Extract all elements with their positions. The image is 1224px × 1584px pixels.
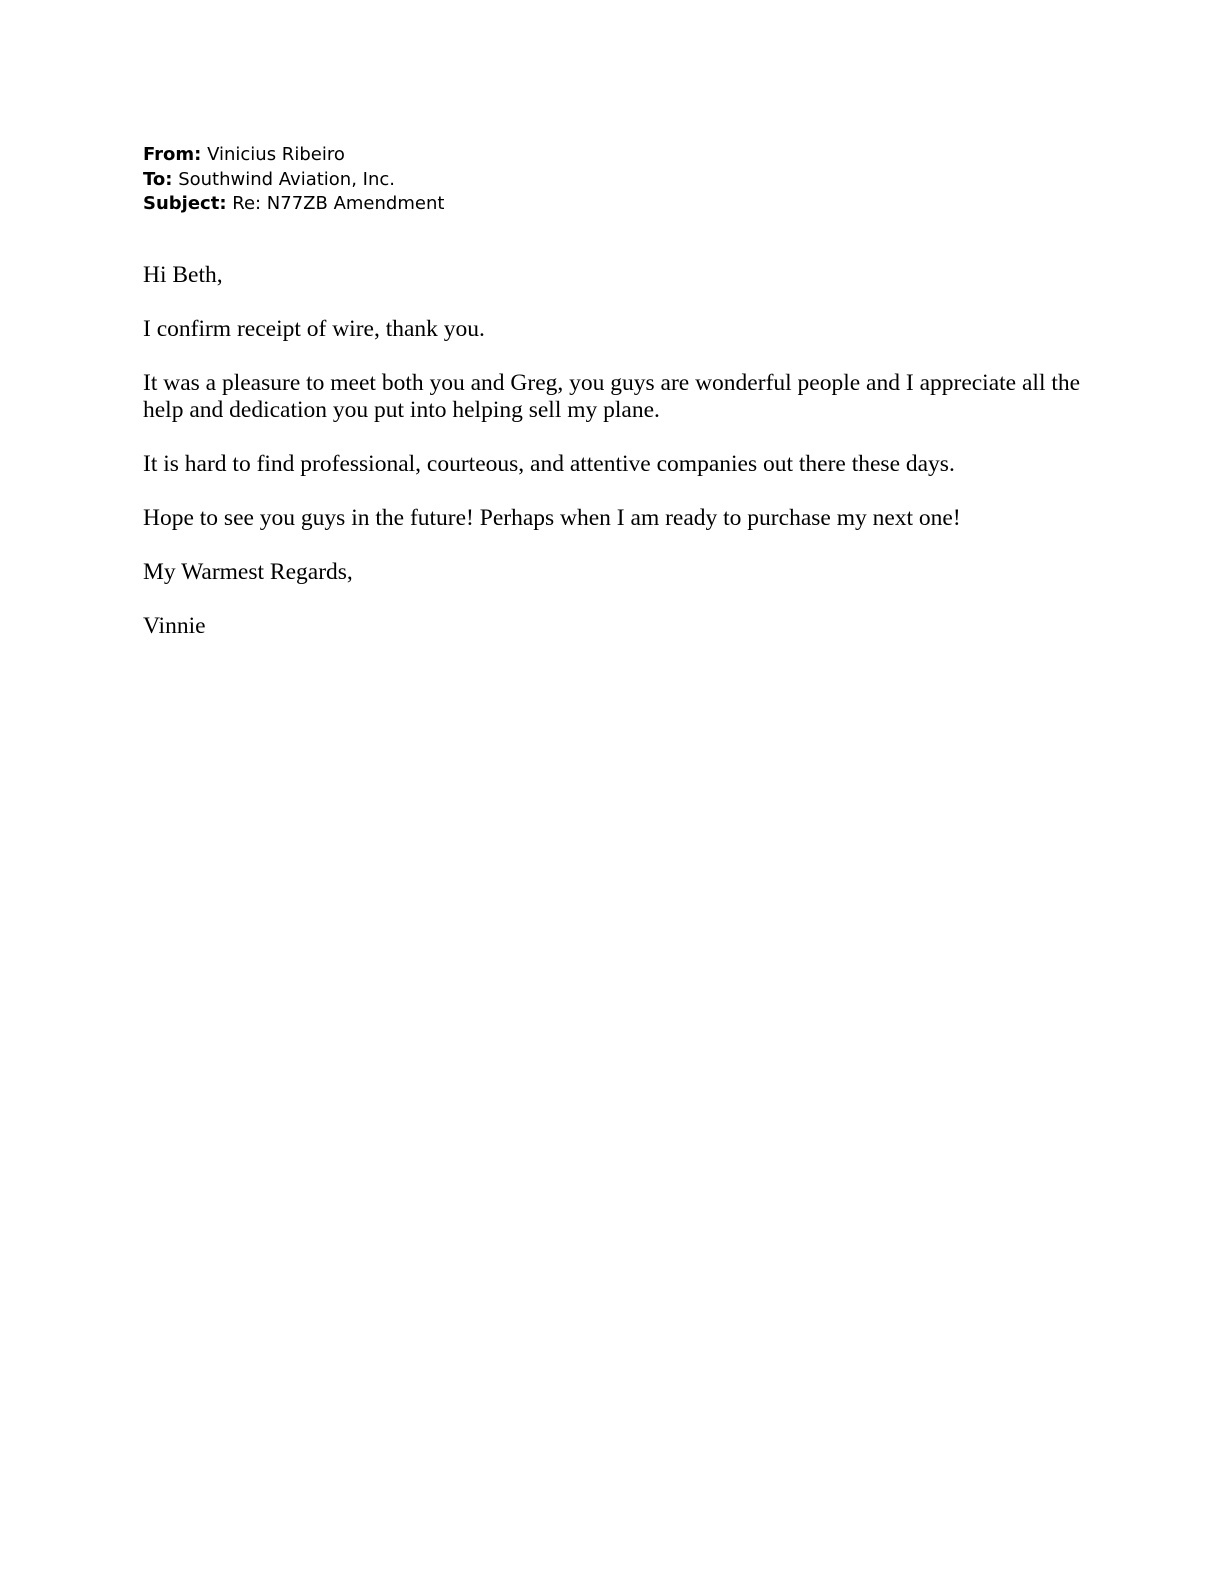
body-paragraph: Hope to see you guys in the future! Perhaps when I am ready to purchase my next one! — [143, 505, 961, 531]
subject-row — [143, 192, 444, 217]
from-label: From: — [143, 144, 202, 165]
body-paragraph: It is hard to find professional, courteous, and attentive companies out there these days. — [143, 451, 955, 477]
body-paragraph: I confirm receipt of wire, thank you. — [143, 316, 485, 342]
subject-label: Subject: — [143, 193, 227, 214]
email-body — [143, 262, 1083, 667]
signature: Vinnie — [143, 613, 206, 639]
closing: My Warmest Regards, — [143, 559, 353, 585]
to-row — [143, 168, 444, 193]
from-row — [143, 143, 444, 168]
greeting: Hi Beth, — [143, 262, 223, 288]
from-value: Vinicius Ribeiro — [207, 144, 345, 165]
to-value: Southwind Aviation, Inc. — [178, 168, 395, 190]
subject-value: Re: N77ZB Amendment — [232, 193, 445, 214]
body-paragraph: It was a pleasure to meet both you and Greg, you guys are wonderful people and I appreciate all the help and dedication you put into helping sell my plane. — [143, 370, 1081, 423]
to-label: To: — [143, 168, 173, 190]
email-header — [143, 143, 444, 217]
